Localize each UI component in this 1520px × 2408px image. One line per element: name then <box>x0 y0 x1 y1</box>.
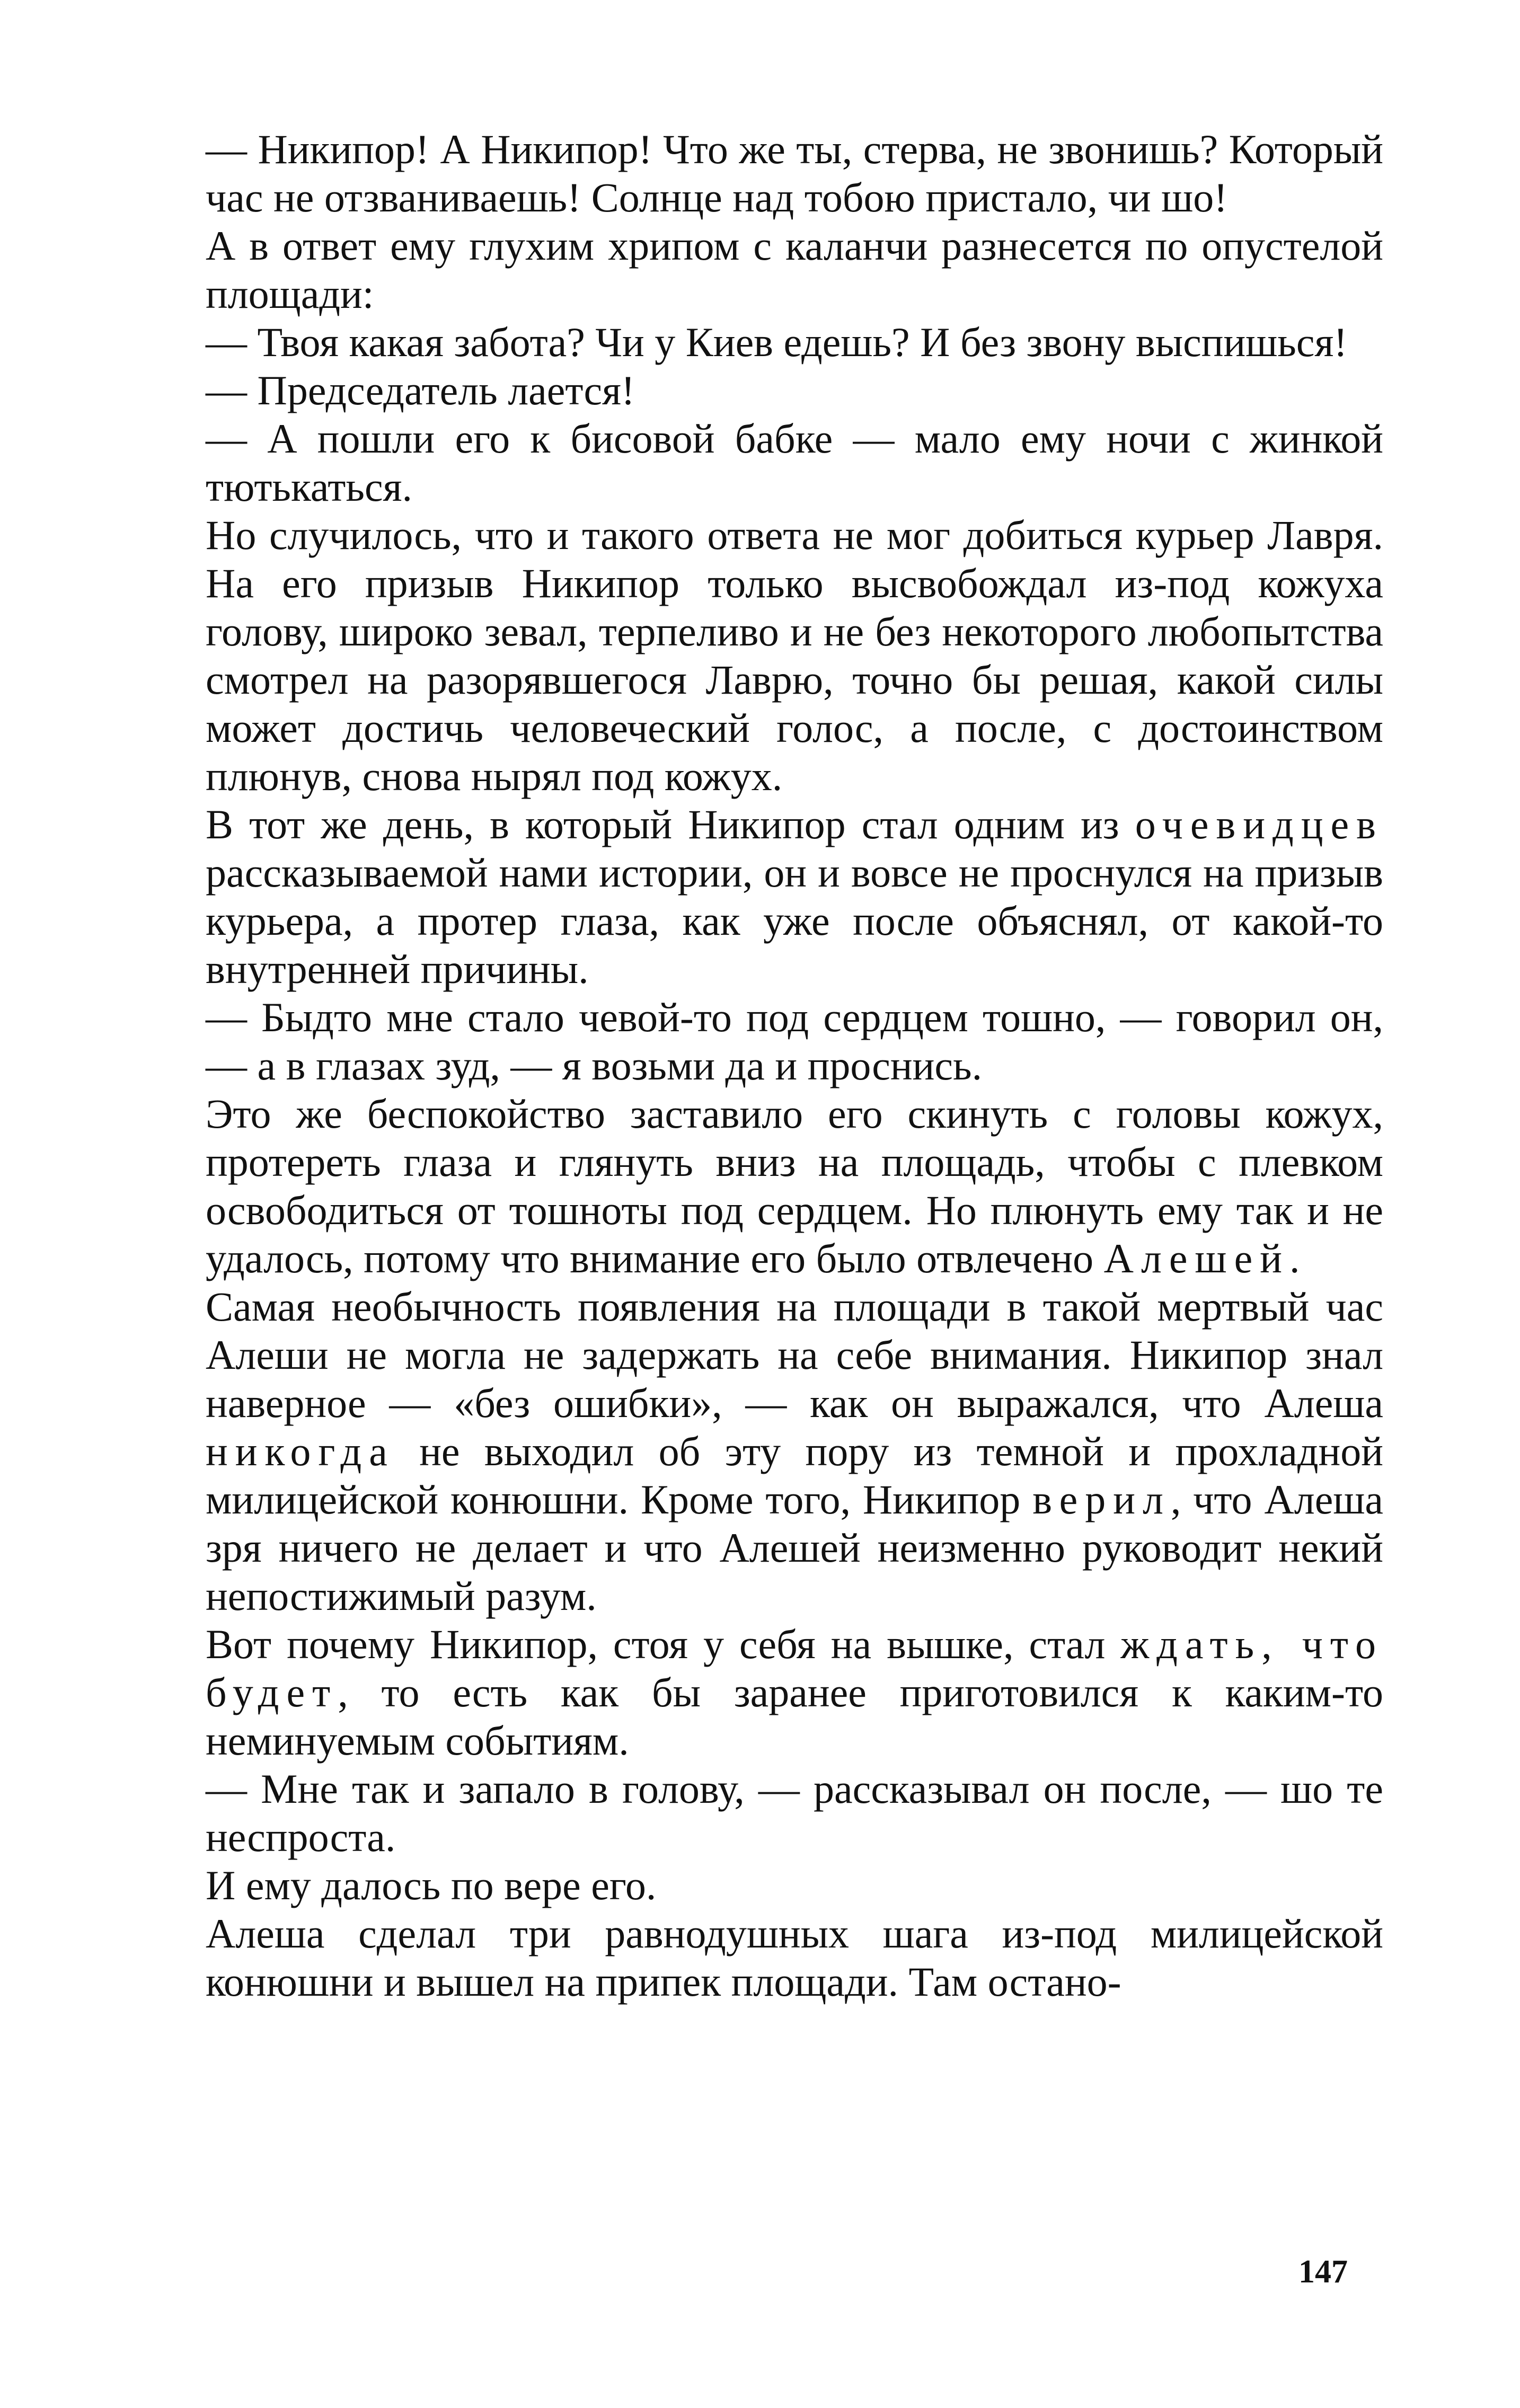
paragraph-text: Это же беспокойство заставило его скинуть с головы кожух, протереть глаза и глянуть вниз на площадь, чтобы с плевком освободиться от тошноты под сердцем. Но плюнуть ему так и не удалось, потому что внимание его было отвлечено <box>206 1091 1383 1281</box>
paragraph-text: , то есть как бы заранее приготовился к каким-то неминуемым событиям. <box>206 1669 1383 1764</box>
emphasized-text: ждать, что будет <box>206 1621 1383 1715</box>
paragraph-text: — Председатель лается! <box>206 367 635 413</box>
paragraph <box>206 1620 1383 1765</box>
paragraph-text: Самая необычность появления на площади в такой мертвый час Алеши не могла не задержать на себе внимания. Никипор знал наверное — «без ошибки», — как он выражался, что Алеша <box>206 1283 1383 1426</box>
paragraph-text: И ему далось по вере его. <box>206 1862 657 1908</box>
paragraph <box>206 1765 1383 1861</box>
paragraph-text: , что Алеша зря ничего не делает и что Алешей неизменно руководит некий непостижимый разум. <box>206 1476 1383 1619</box>
paragraph-text: не выходил об эту пору из темной и прохладной милицейской конюшни. Кроме того, Никипор <box>206 1428 1383 1522</box>
paragraph <box>206 414 1383 511</box>
paragraph-text: А в ответ ему глухим хрипом с каланчи разнесется по опустелой площади: <box>206 223 1383 317</box>
paragraph-text: Вот почему Никипор, стоя у себя на вышке, стал <box>206 1621 1121 1667</box>
paragraph-text: — Быдто мне стало чевой-то под сердцем тошно, — говорил он, — а в глазах зуд, — я возьми да и проснись. <box>206 994 1383 1088</box>
page-number: 147 <box>1298 2254 1348 2290</box>
paragraph <box>206 222 1383 318</box>
emphasized-text: верил <box>1032 1476 1171 1522</box>
emphasized-text: очевидцев <box>1135 801 1383 847</box>
paragraph <box>206 511 1383 800</box>
paragraph-text: — А пошли его к бисовой бабке — мало ему ночи с жинкой тютькаться. <box>206 415 1383 510</box>
paragraph-text: — Никипор! А Никипор! Что же ты, стерва, не звонишь? Который час не отзваниваешь! Солнце над тобою пристало, чи шо! <box>206 126 1383 220</box>
paragraph-text: Но случилось, что и такого ответа не мог добиться курьер Лавря. На его призыв Никипор только высвобождал из-под кожуха голову, широко зевал, терпеливо и не без некоторого любопытства смотрел на разорявшегося Лаврю, точно бы решая, какой силы может достичь человеческий голос, а после, с достоинством плюнув, снова нырял под кожух. <box>206 512 1383 799</box>
paragraph-text: Алеша сделал три равнодушных шага из-под милицейской конюшни и вышел на припек площади. Там остано- <box>206 1910 1383 2005</box>
paragraph <box>206 366 1383 414</box>
paragraph <box>206 800 1383 993</box>
paragraph <box>206 1909 1383 2006</box>
paragraph <box>206 1861 1383 1909</box>
paragraph <box>206 318 1383 366</box>
paragraph-text: — Мне так и запало в голову, — рассказывал он после, — шо те неспроста. <box>206 1766 1383 1860</box>
emphasized-text: Алешей <box>1103 1235 1289 1281</box>
paragraph-text: В тот же день, в который Никипор стал одним из <box>206 801 1135 847</box>
paragraph-text: — Твоя какая забота? Чи у Киев едешь? И без звону выспишься! <box>206 319 1348 365</box>
emphasized-text: никогда <box>206 1428 395 1474</box>
paragraph <box>206 1090 1383 1282</box>
paragraph <box>206 1282 1383 1620</box>
paragraph <box>206 993 1383 1090</box>
paragraph-text: . <box>1289 1235 1300 1281</box>
paragraph <box>206 125 1383 222</box>
paragraph-text: рассказываемой нами истории, он и вовсе не проснулся на призыв курьера, а протер глаза, как уже после объяснял, от какой-то внутренней причины. <box>206 849 1383 992</box>
body-text <box>206 125 1383 2006</box>
